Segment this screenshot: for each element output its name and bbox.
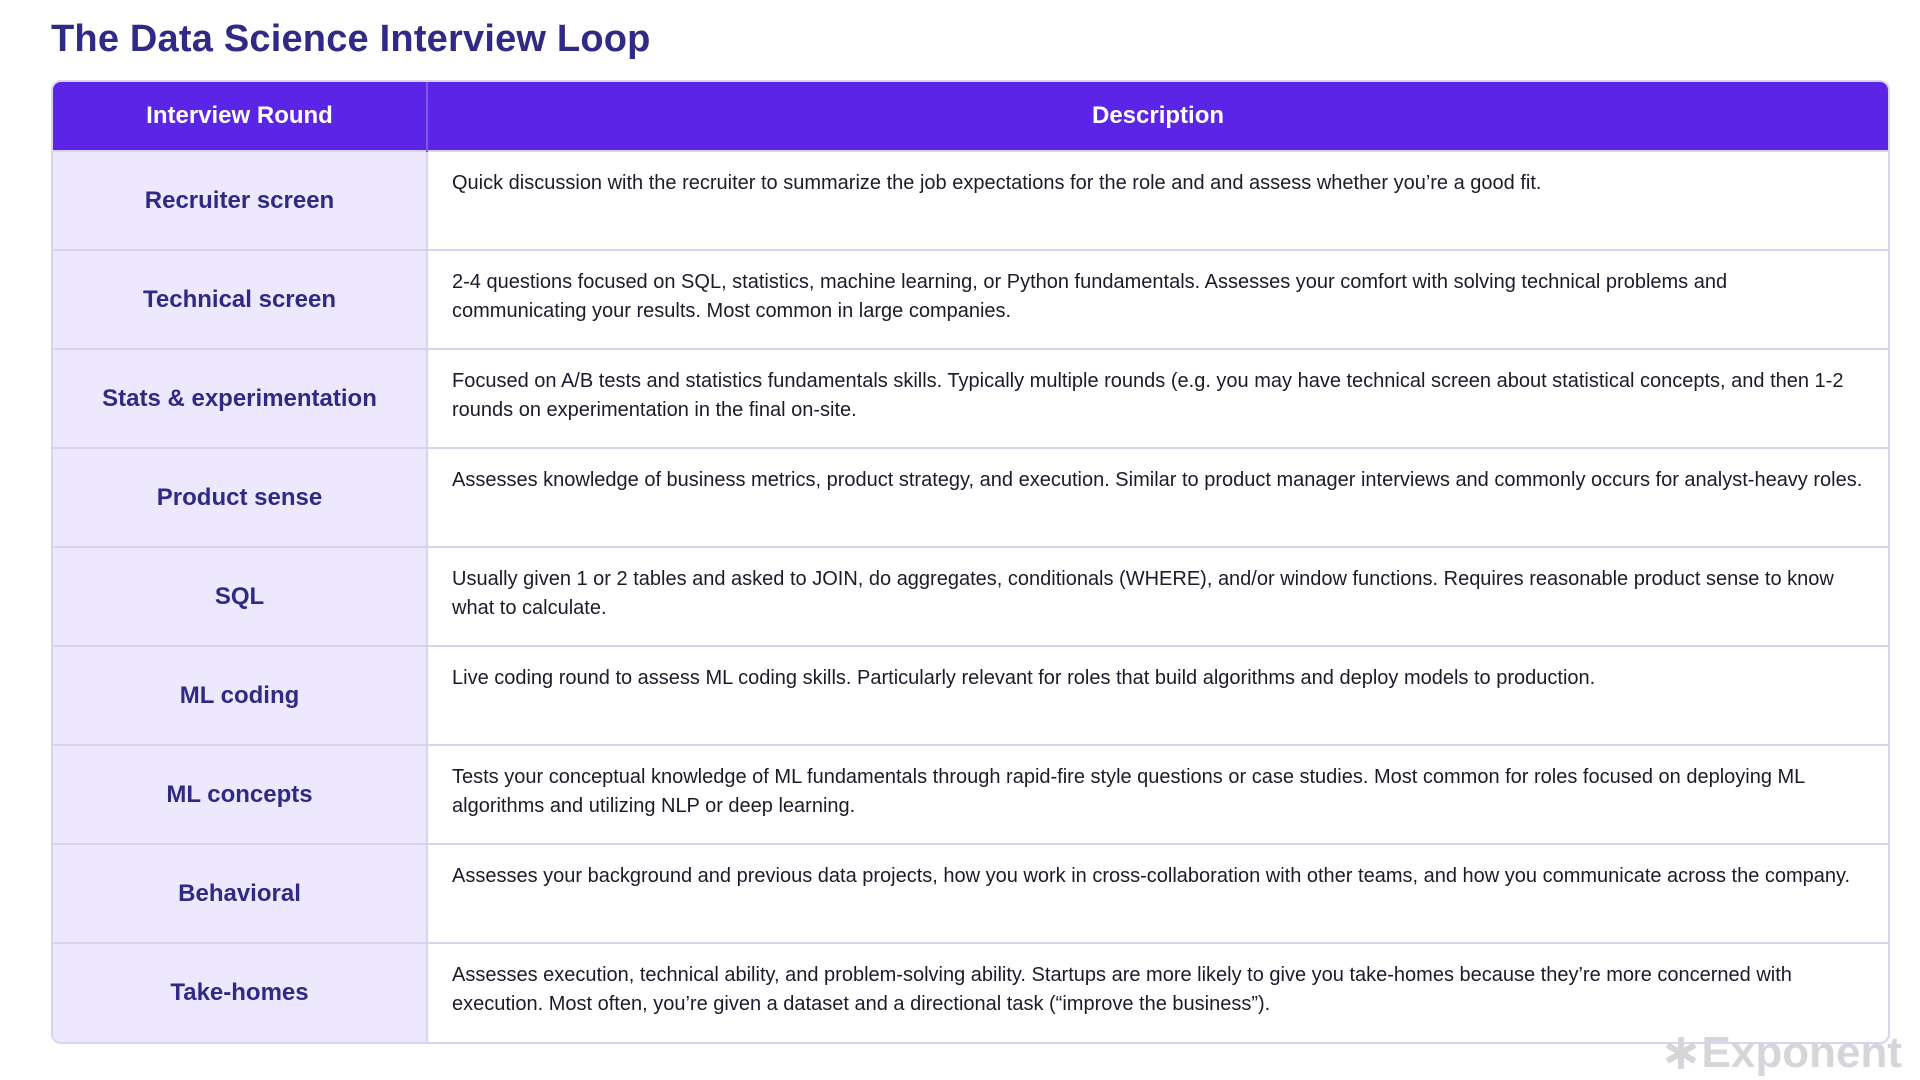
column-header-description: Description	[427, 82, 1888, 151]
logo-text: Exponent	[1701, 1028, 1902, 1077]
round-cell: Recruiter screen	[53, 151, 427, 250]
description-cell: 2-4 questions focused on SQL, statistics, machine learning, or Python fundamentals. Assesses your comfort with solving technical problems and communicating your results. Most common in large companies.	[427, 250, 1888, 349]
interview-table	[51, 80, 1890, 1044]
description-cell: Tests your conceptual knowledge of ML fundamentals through rapid-fire style questions or case studies. Most common for roles focused on deploying ML algorithms and utilizing NLP or deep learning.	[427, 745, 1888, 844]
table-row	[53, 745, 1888, 844]
table-row	[53, 250, 1888, 349]
description-cell: Assesses your background and previous data projects, how you work in cross-collaboration with other teams, and how you communicate across the company.	[427, 844, 1888, 943]
description-cell: Quick discussion with the recruiter to summarize the job expectations for the role and and assess whether you’re a good fit.	[427, 151, 1888, 250]
round-cell: Technical screen	[53, 250, 427, 349]
table-row	[53, 547, 1888, 646]
description-cell: Live coding round to assess ML coding skills. Particularly relevant for roles that build algorithms and deploy models to production.	[427, 646, 1888, 745]
description-cell: Assesses execution, technical ability, and problem-solving ability. Startups are more likely to give you take-homes because they’re more concerned with execution. Most often, you’re given a dataset and a directional task (“improve the business”).	[427, 943, 1888, 1042]
round-cell: Product sense	[53, 448, 427, 547]
round-cell: ML coding	[53, 646, 427, 745]
round-cell: ML concepts	[53, 745, 427, 844]
description-cell: Focused on A/B tests and statistics fundamentals skills. Typically multiple rounds (e.g. you may have technical screen about statistical concepts, and then 1-2 rounds on experimentation in the final on-site.	[427, 349, 1888, 448]
page-title: The Data Science Interview Loop	[51, 18, 651, 60]
table-header-row	[53, 82, 1888, 151]
asterisk-icon	[1664, 1036, 1698, 1070]
table-row	[53, 151, 1888, 250]
round-cell: SQL	[53, 547, 427, 646]
description-cell: Assesses knowledge of business metrics, product strategy, and execution. Similar to product manager interviews and commonly occurs for analyst-heavy roles.	[427, 448, 1888, 547]
round-cell: Behavioral	[53, 844, 427, 943]
column-header-round: Interview Round	[53, 82, 427, 151]
round-cell: Take-homes	[53, 943, 427, 1042]
description-cell: Usually given 1 or 2 tables and asked to JOIN, do aggregates, conditionals (WHERE), and/or window functions. Requires reasonable product sense to know what to calculate.	[427, 547, 1888, 646]
table-row	[53, 646, 1888, 745]
exponent-logo	[1664, 1028, 1902, 1078]
table-row	[53, 844, 1888, 943]
round-cell: Stats & experimentation	[53, 349, 427, 448]
table-row	[53, 349, 1888, 448]
table-row	[53, 448, 1888, 547]
table-row	[53, 943, 1888, 1042]
